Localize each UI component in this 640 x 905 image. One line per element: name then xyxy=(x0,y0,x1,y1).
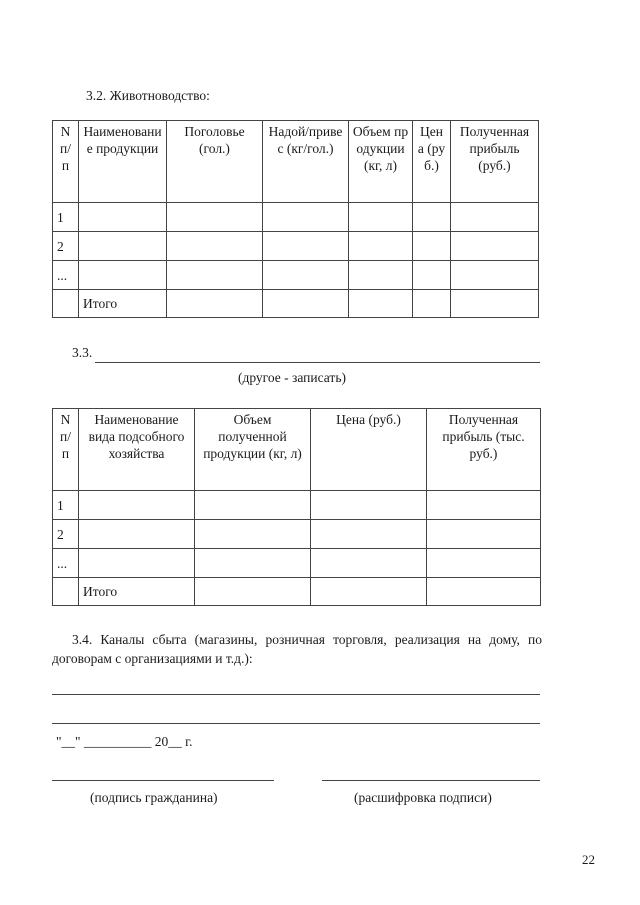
subsidiary-table xyxy=(52,408,541,606)
sales-channels-text: 3.4. Каналы сбыта (магазины, розничная торговля, реализация на дому, по договорам с организациями и т.д.): xyxy=(52,632,542,666)
table-cell[interactable] xyxy=(311,578,427,606)
table-cell[interactable] xyxy=(451,232,539,261)
table-row xyxy=(53,491,541,520)
header-cell-headcount: Поголовье (гол.) xyxy=(167,121,263,203)
livestock-table xyxy=(52,120,539,318)
header-cell-profit: Полученная прибыль (руб.) xyxy=(451,121,539,203)
table-row xyxy=(53,520,541,549)
table-cell[interactable] xyxy=(349,203,413,232)
table-cell[interactable] xyxy=(195,520,311,549)
table-cell[interactable] xyxy=(263,203,349,232)
signature-decoding-caption: (расшифровка подписи) xyxy=(354,790,492,805)
date-line[interactable]: "__" __________ 20__ г. xyxy=(56,734,193,749)
table-cell[interactable] xyxy=(79,261,167,290)
other-caption: (другое - записать) xyxy=(238,370,346,385)
other-entry-line[interactable] xyxy=(95,362,540,363)
row-number: 1 xyxy=(53,203,79,232)
table-cell[interactable] xyxy=(451,261,539,290)
table-total-row xyxy=(53,578,541,606)
signature-line[interactable] xyxy=(52,780,274,781)
signature-decoding-line[interactable] xyxy=(322,780,540,781)
table-cell[interactable] xyxy=(263,232,349,261)
table-row xyxy=(53,549,541,578)
header-cell-kind: Наименование вида подсобного хозяйства xyxy=(79,409,195,491)
row-number xyxy=(53,290,79,318)
table-cell[interactable] xyxy=(195,578,311,606)
page-number: 22 xyxy=(582,852,595,867)
table-cell[interactable] xyxy=(195,549,311,578)
table-cell[interactable] xyxy=(167,203,263,232)
table-cell[interactable] xyxy=(263,290,349,318)
table-cell[interactable] xyxy=(427,520,541,549)
header-cell-volume: Объем продукции (кг, л) xyxy=(349,121,413,203)
table-cell[interactable] xyxy=(167,261,263,290)
table-header-row xyxy=(53,121,539,203)
row-number: 2 xyxy=(53,520,79,549)
table-row xyxy=(53,203,539,232)
table-cell[interactable] xyxy=(311,491,427,520)
header-cell-yield: Надой/привес (кг/гол.) xyxy=(263,121,349,203)
header-cell-price: Цена (руб.) xyxy=(311,409,427,491)
table-cell[interactable] xyxy=(167,290,263,318)
table-row xyxy=(53,261,539,290)
total-label: Итого xyxy=(79,578,195,606)
row-number: ... xyxy=(53,261,79,290)
table-total-row xyxy=(53,290,539,318)
table-cell[interactable] xyxy=(451,290,539,318)
table-cell[interactable] xyxy=(311,549,427,578)
row-number xyxy=(53,578,79,606)
table-cell[interactable] xyxy=(311,520,427,549)
table-cell[interactable] xyxy=(349,232,413,261)
row-number: ... xyxy=(53,549,79,578)
header-cell-price: Цена (руб.) xyxy=(413,121,451,203)
table-cell[interactable] xyxy=(195,491,311,520)
row-number: 1 xyxy=(53,491,79,520)
table-cell[interactable] xyxy=(349,261,413,290)
table-cell[interactable] xyxy=(263,261,349,290)
header-cell-number: N п/п xyxy=(53,121,79,203)
header-cell-profit: Полученная прибыль (тыс. руб.) xyxy=(427,409,541,491)
table-cell[interactable] xyxy=(413,203,451,232)
table-row xyxy=(53,232,539,261)
signature-caption: (подпись гражданина) xyxy=(90,790,218,805)
section-3-2-title: 3.2. Животноводство: xyxy=(86,88,210,103)
table-cell[interactable] xyxy=(79,520,195,549)
table-cell[interactable] xyxy=(167,232,263,261)
table-cell[interactable] xyxy=(79,232,167,261)
table-cell[interactable] xyxy=(79,491,195,520)
row-number: 2 xyxy=(53,232,79,261)
table-cell[interactable] xyxy=(427,549,541,578)
sales-channels-line-2[interactable] xyxy=(52,723,540,724)
total-label: Итого xyxy=(79,290,167,318)
table-cell[interactable] xyxy=(79,203,167,232)
table-cell[interactable] xyxy=(79,549,195,578)
table-cell[interactable] xyxy=(349,290,413,318)
table-cell[interactable] xyxy=(427,578,541,606)
header-cell-number: N п/п xyxy=(53,409,79,491)
table-cell[interactable] xyxy=(413,232,451,261)
header-cell-product-name: Наименование продукции xyxy=(79,121,167,203)
table-cell[interactable] xyxy=(413,290,451,318)
table-header-row xyxy=(53,409,541,491)
sales-channels-line-1[interactable] xyxy=(52,694,540,695)
section-3-3-title: 3.3. xyxy=(72,345,93,360)
table-cell[interactable] xyxy=(427,491,541,520)
table-cell[interactable] xyxy=(413,261,451,290)
header-cell-volume: Объем полученной продукции (кг, л) xyxy=(195,409,311,491)
table-cell[interactable] xyxy=(451,203,539,232)
